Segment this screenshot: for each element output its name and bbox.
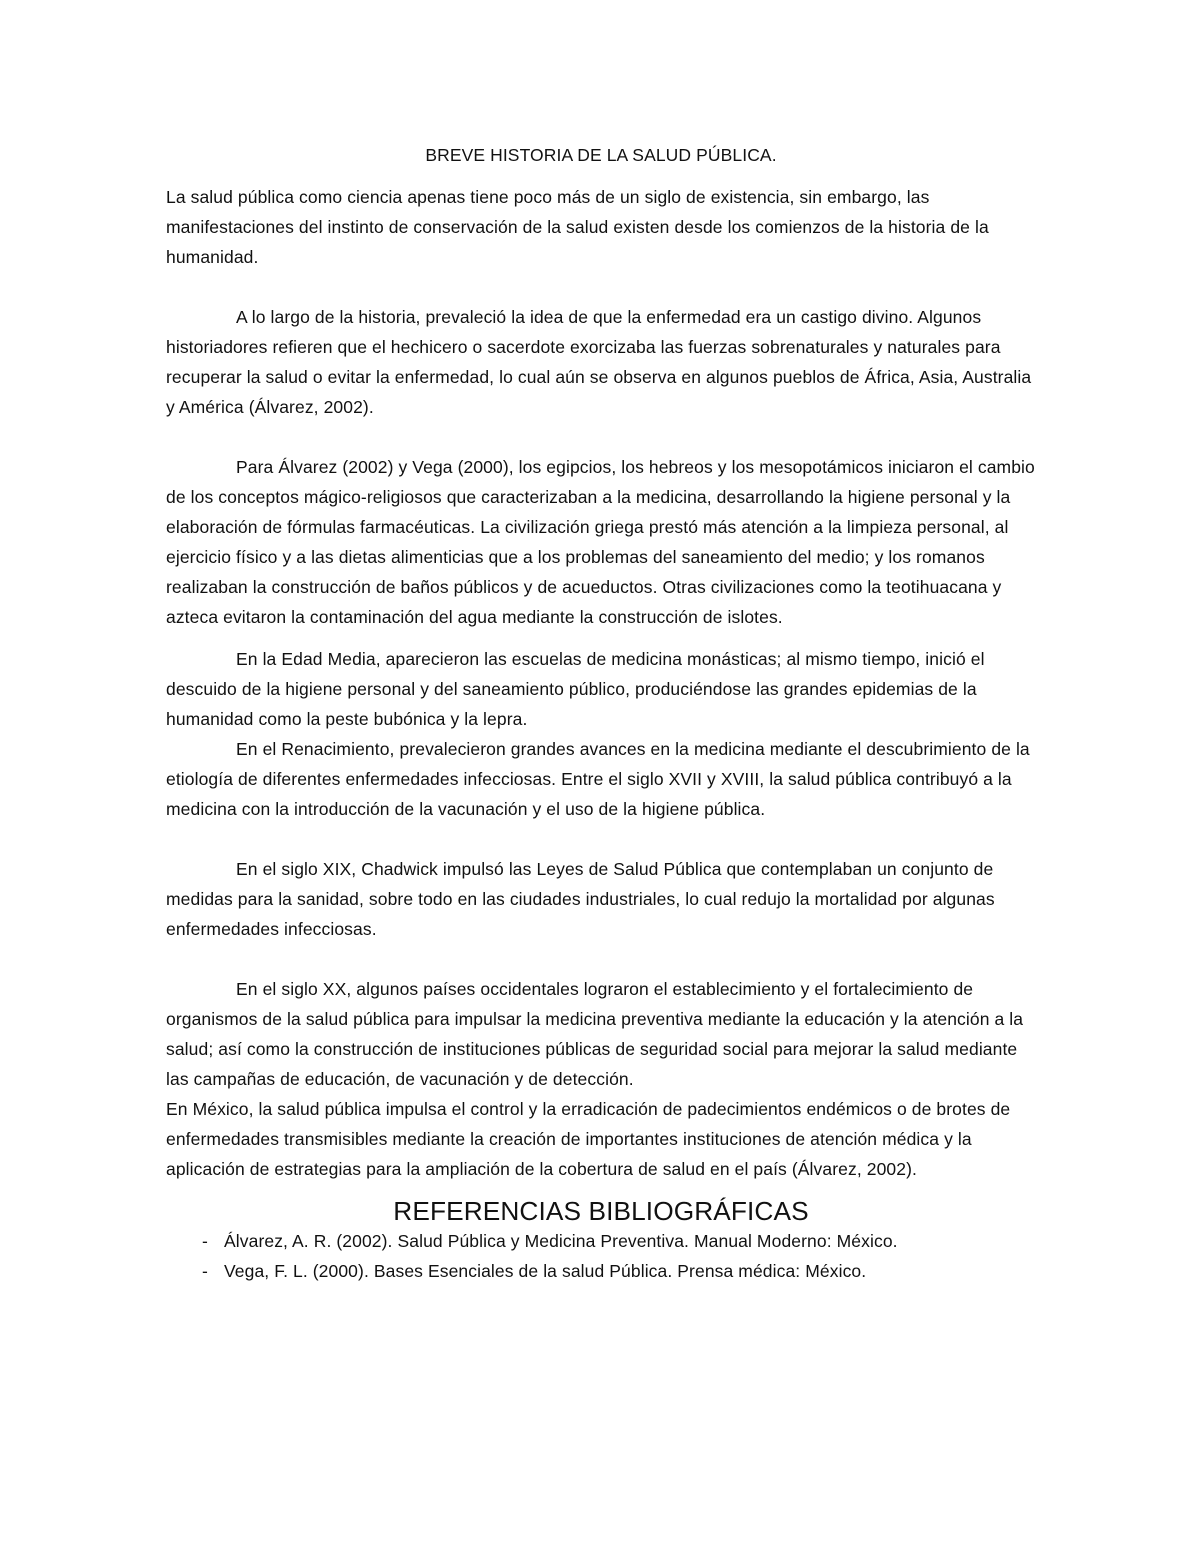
spacer [166,1184,1036,1196]
references-title: REFERENCIAS BIBLIOGRÁFICAS [393,1196,809,1226]
reference-item [166,1226,1036,1256]
spacer [166,272,1036,302]
paragraph-ancient-civilizations: Para Álvarez (2002) y Vega (2000), los egipcios, los hebreos y los mesopotámicos iniciaron el cambio de los conceptos mágico-religiosos que caracterizaban a la medicina, desarrollando la higiene personal y la elaboración de fórmulas farmacéuticas. La civilización griega prestó más atención a la limpieza personal, al ejercicio físico y a las dietas alimenticias que a los problemas del saneamiento del medio; y los romanos realizaban la construcción de baños públicos y de acueductos. Otras civilizaciones como la teotihuacana y azteca evitaron la contaminación del agua mediante la construcción de islotes. [166,457,1035,627]
paragraph-19th-century: En el siglo XIX, Chadwick impulsó las Leyes de Salud Pública que contemplaban un conjunto de medidas para la sanidad, sobre todo en las ciudades industriales, lo cual redujo la mortalidad por algunas enfermedades infecciosas. [166,859,995,939]
list-bullet: - [202,1231,208,1251]
document-title: BREVE HISTORIA DE LA SALUD PÚBLICA. [425,145,777,165]
spacer [166,632,1036,644]
paragraph-divine-punishment: A lo largo de la historia, prevaleció la idea de que la enfermedad era un castigo divino. Algunos historiadores refieren que el hechicero o sacerdote exorcizaba las fuerzas sobrenaturales y naturales para recuperar la salud o evitar la enfermedad, lo cual aún se observa en algunos pueblos de África, Asia, Australia y América (Álvarez, 2002). [166,307,1032,417]
reference-text: Álvarez, A. R. (2002). Salud Pública y Medicina Preventiva. Manual Moderno: México. [224,1231,898,1251]
references-list [166,1226,1036,1286]
document-body [166,140,1036,1286]
list-bullet: - [202,1261,208,1281]
spacer [166,944,1036,974]
spacer [166,824,1036,854]
paragraph-intro: La salud pública como ciencia apenas tiene poco más de un siglo de existencia, sin embargo, las manifestaciones del instinto de conservación de la salud existen desde los comienzos de la historia de la humanidad. [166,187,989,267]
paragraph-renaissance: En el Renacimiento, prevalecieron grandes avances en la medicina mediante el descubrimiento de la etiología de diferentes enfermedades infecciosas. Entre el siglo XVII y XVIII, la salud pública contribuyó a la medicina con la introducción de la vacunación y el uso de la higiene pública. [166,739,1030,819]
reference-text: Vega, F. L. (2000). Bases Esenciales de la salud Pública. Prensa médica: México. [224,1261,867,1281]
paragraph-mexico: En México, la salud pública impulsa el control y la erradicación de padecimientos endémicos o de brotes de enfermedades transmisibles mediante la creación de importantes instituciones de atención médica y la aplicación de estrategias para la ampliación de la cobertura de salud en el país (Álvarez, 2002). [166,1099,1011,1179]
paragraph-20th-century: En el siglo XX, algunos países occidentales lograron el establecimiento y el fortalecimiento de organismos de la salud pública para impulsar la medicina preventiva mediante la educación y la atención a la salud; así como la construcción de instituciones públicas de seguridad social para mejorar la salud mediante las campañas de educación, de vacunación y de detección. [166,979,1024,1089]
spacer [166,170,1036,182]
spacer [166,422,1036,452]
reference-item [166,1256,1036,1286]
paragraph-middle-ages: En la Edad Media, aparecieron las escuelas de medicina monásticas; al mismo tiempo, inició el descuido de la higiene personal y del saneamiento público, produciéndose las grandes epidemias de la humanidad como la peste bubónica y la lepra. [166,649,985,729]
